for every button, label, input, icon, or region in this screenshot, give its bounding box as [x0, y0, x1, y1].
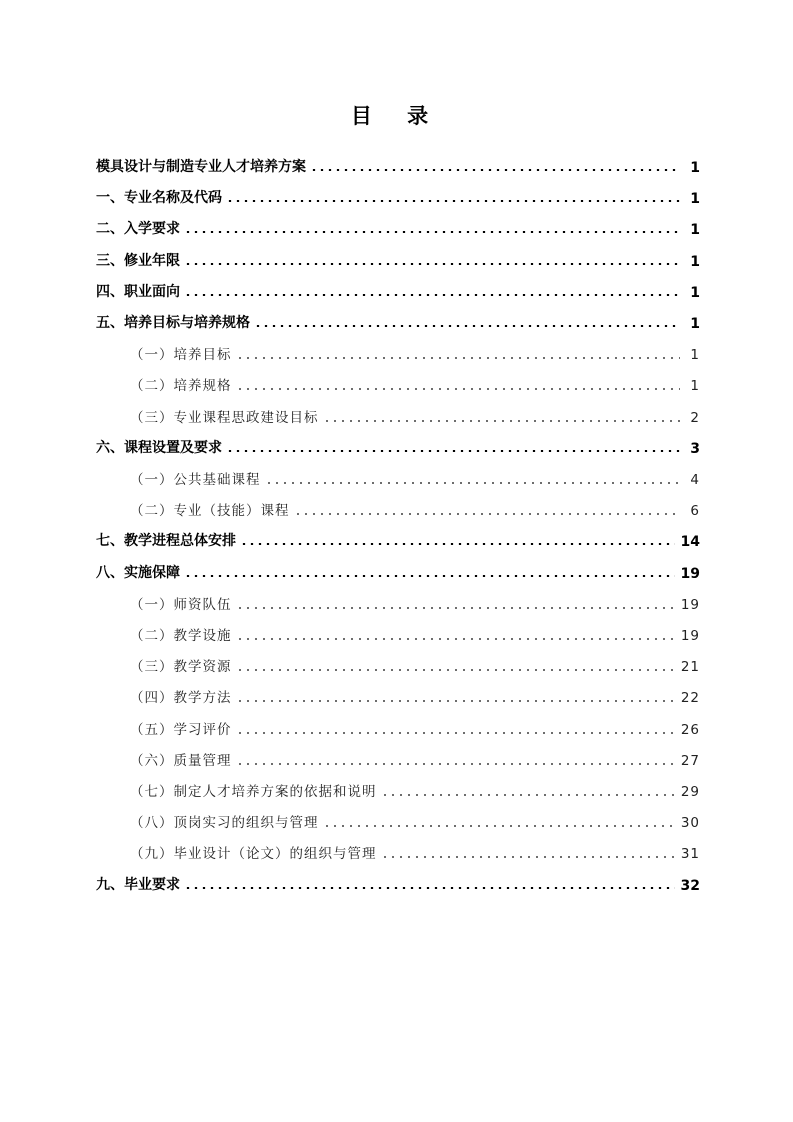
toc-page-number: 1 [690, 222, 700, 239]
toc-page-number: 19 [680, 565, 700, 582]
toc-entry[interactable] [130, 339, 700, 363]
toc-page-number: 30 [680, 815, 700, 832]
toc-dot-leader [184, 875, 675, 891]
toc-entry[interactable] [96, 433, 700, 457]
toc-page-number: 21 [680, 659, 700, 676]
toc-page-number: 1 [690, 347, 700, 364]
toc-dot-leader [236, 750, 675, 766]
toc-page-number: 6 [690, 503, 700, 520]
toc-entry-text: （二）培养规格 [130, 374, 236, 394]
toc-dot-leader [265, 469, 681, 485]
toc-dot-leader [236, 594, 675, 610]
toc-dot-leader [236, 625, 675, 641]
toc-dot-leader [236, 656, 675, 672]
toc-page-number: 27 [680, 752, 700, 769]
toc-entry[interactable] [96, 870, 700, 894]
toc-entry-text: 一、专业名称及代码 [96, 187, 226, 207]
toc-entry[interactable] [130, 807, 700, 831]
toc-page-number: 1 [690, 191, 700, 208]
toc-page-number: 1 [690, 316, 700, 332]
toc-page-number: 1 [690, 253, 700, 270]
toc-entry-text: （五）学习评价 [130, 718, 236, 738]
toc-entry-text: 二、入学要求 [96, 218, 184, 238]
toc-entry[interactable] [96, 152, 700, 176]
toc-entry[interactable] [96, 277, 700, 301]
toc-dot-leader [294, 500, 681, 516]
toc-page-number: 32 [680, 877, 700, 894]
toc-page-number: 1 [690, 160, 700, 176]
toc-page-number: 2 [690, 409, 700, 426]
toc-entry[interactable] [130, 745, 700, 769]
toc-entry[interactable] [130, 370, 700, 394]
toc-dot-leader [184, 219, 680, 235]
toc-entry-text: 七、教学进程总体安排 [96, 530, 240, 550]
toc-entry-text: （六）质量管理 [130, 749, 236, 769]
toc-page-number: 4 [690, 472, 700, 488]
toc-dot-leader [323, 812, 675, 828]
toc-entry-text: 六、课程设置及要求 [96, 437, 226, 457]
toc-entry-text: （一）培养目标 [130, 343, 236, 363]
toc-entry-text: （九）毕业设计（论文）的组织与管理 [130, 842, 381, 862]
toc-entry[interactable] [130, 589, 700, 613]
toc-dot-leader [184, 251, 680, 267]
toc-entry-text: 八、实施保障 [96, 562, 184, 582]
toc-entry[interactable] [130, 620, 700, 644]
toc-entry[interactable] [130, 776, 700, 800]
toc-entry-text: 模具设计与制造专业人才培养方案 [96, 156, 310, 176]
toc-entry[interactable] [96, 214, 700, 238]
toc-dot-leader [184, 563, 675, 579]
toc-page-number: 31 [680, 846, 700, 863]
toc-entry[interactable] [96, 558, 700, 582]
toc-entry-text: （八）顶岗实习的组织与管理 [130, 811, 323, 831]
toc-entry[interactable] [130, 495, 700, 519]
toc-entry[interactable] [130, 464, 700, 488]
toc-dot-leader [254, 313, 680, 329]
toc-entry[interactable] [130, 714, 700, 738]
toc-page-number: 29 [680, 784, 700, 800]
toc-page-number: 19 [680, 596, 700, 613]
toc-entry-text: 五、培养目标与培养规格 [96, 312, 254, 332]
toc-entry-text: （二）教学设施 [130, 624, 236, 644]
toc-entry[interactable] [130, 682, 700, 706]
toc-entry[interactable] [96, 183, 700, 207]
toc-page-number: 22 [680, 690, 700, 707]
toc-entry[interactable] [130, 651, 700, 675]
toc-entry-text: （四）教学方法 [130, 686, 236, 706]
toc-dot-leader [236, 344, 681, 360]
toc-entry[interactable] [96, 526, 700, 550]
toc-entry-text: （三）专业课程思政建设目标 [130, 406, 323, 426]
toc-dot-leader [236, 719, 675, 735]
toc-page-number: 3 [690, 440, 700, 457]
toc-page-number: 26 [680, 721, 700, 738]
toc-dot-leader [226, 438, 680, 454]
toc-entry-text: （七）制定人才培养方案的依据和说明 [130, 780, 381, 800]
toc-dot-leader [226, 188, 680, 204]
toc-dot-leader [381, 843, 675, 859]
toc-entry-text: （一）师资队伍 [130, 593, 236, 613]
toc-dot-leader [236, 687, 675, 703]
toc-page-number: 14 [680, 534, 700, 551]
toc-dot-leader [236, 375, 681, 391]
toc-entry-text: （一）公共基础课程 [130, 468, 265, 488]
toc-dot-leader [381, 781, 675, 797]
toc-entry-text: （二）专业（技能）课程 [130, 499, 294, 519]
toc-page-number: 1 [690, 284, 700, 301]
toc-entry[interactable] [130, 402, 700, 426]
toc-dot-leader [323, 407, 681, 423]
toc-dot-leader [184, 282, 680, 298]
toc-dot-leader [240, 531, 675, 547]
toc-entry[interactable] [96, 308, 700, 332]
toc-entry-text: （三）教学资源 [130, 655, 236, 675]
toc-entry[interactable] [96, 246, 700, 270]
toc-entry-text: 四、职业面向 [96, 281, 184, 301]
toc-dot-leader [310, 157, 680, 173]
toc-entry-text: 九、毕业要求 [96, 874, 184, 894]
toc-page-number: 1 [690, 378, 700, 395]
toc-title: 目 录 [350, 104, 443, 128]
toc-page-number: 19 [680, 628, 700, 644]
toc-entry-text: 三、修业年限 [96, 250, 184, 270]
toc-entry[interactable] [130, 838, 700, 862]
